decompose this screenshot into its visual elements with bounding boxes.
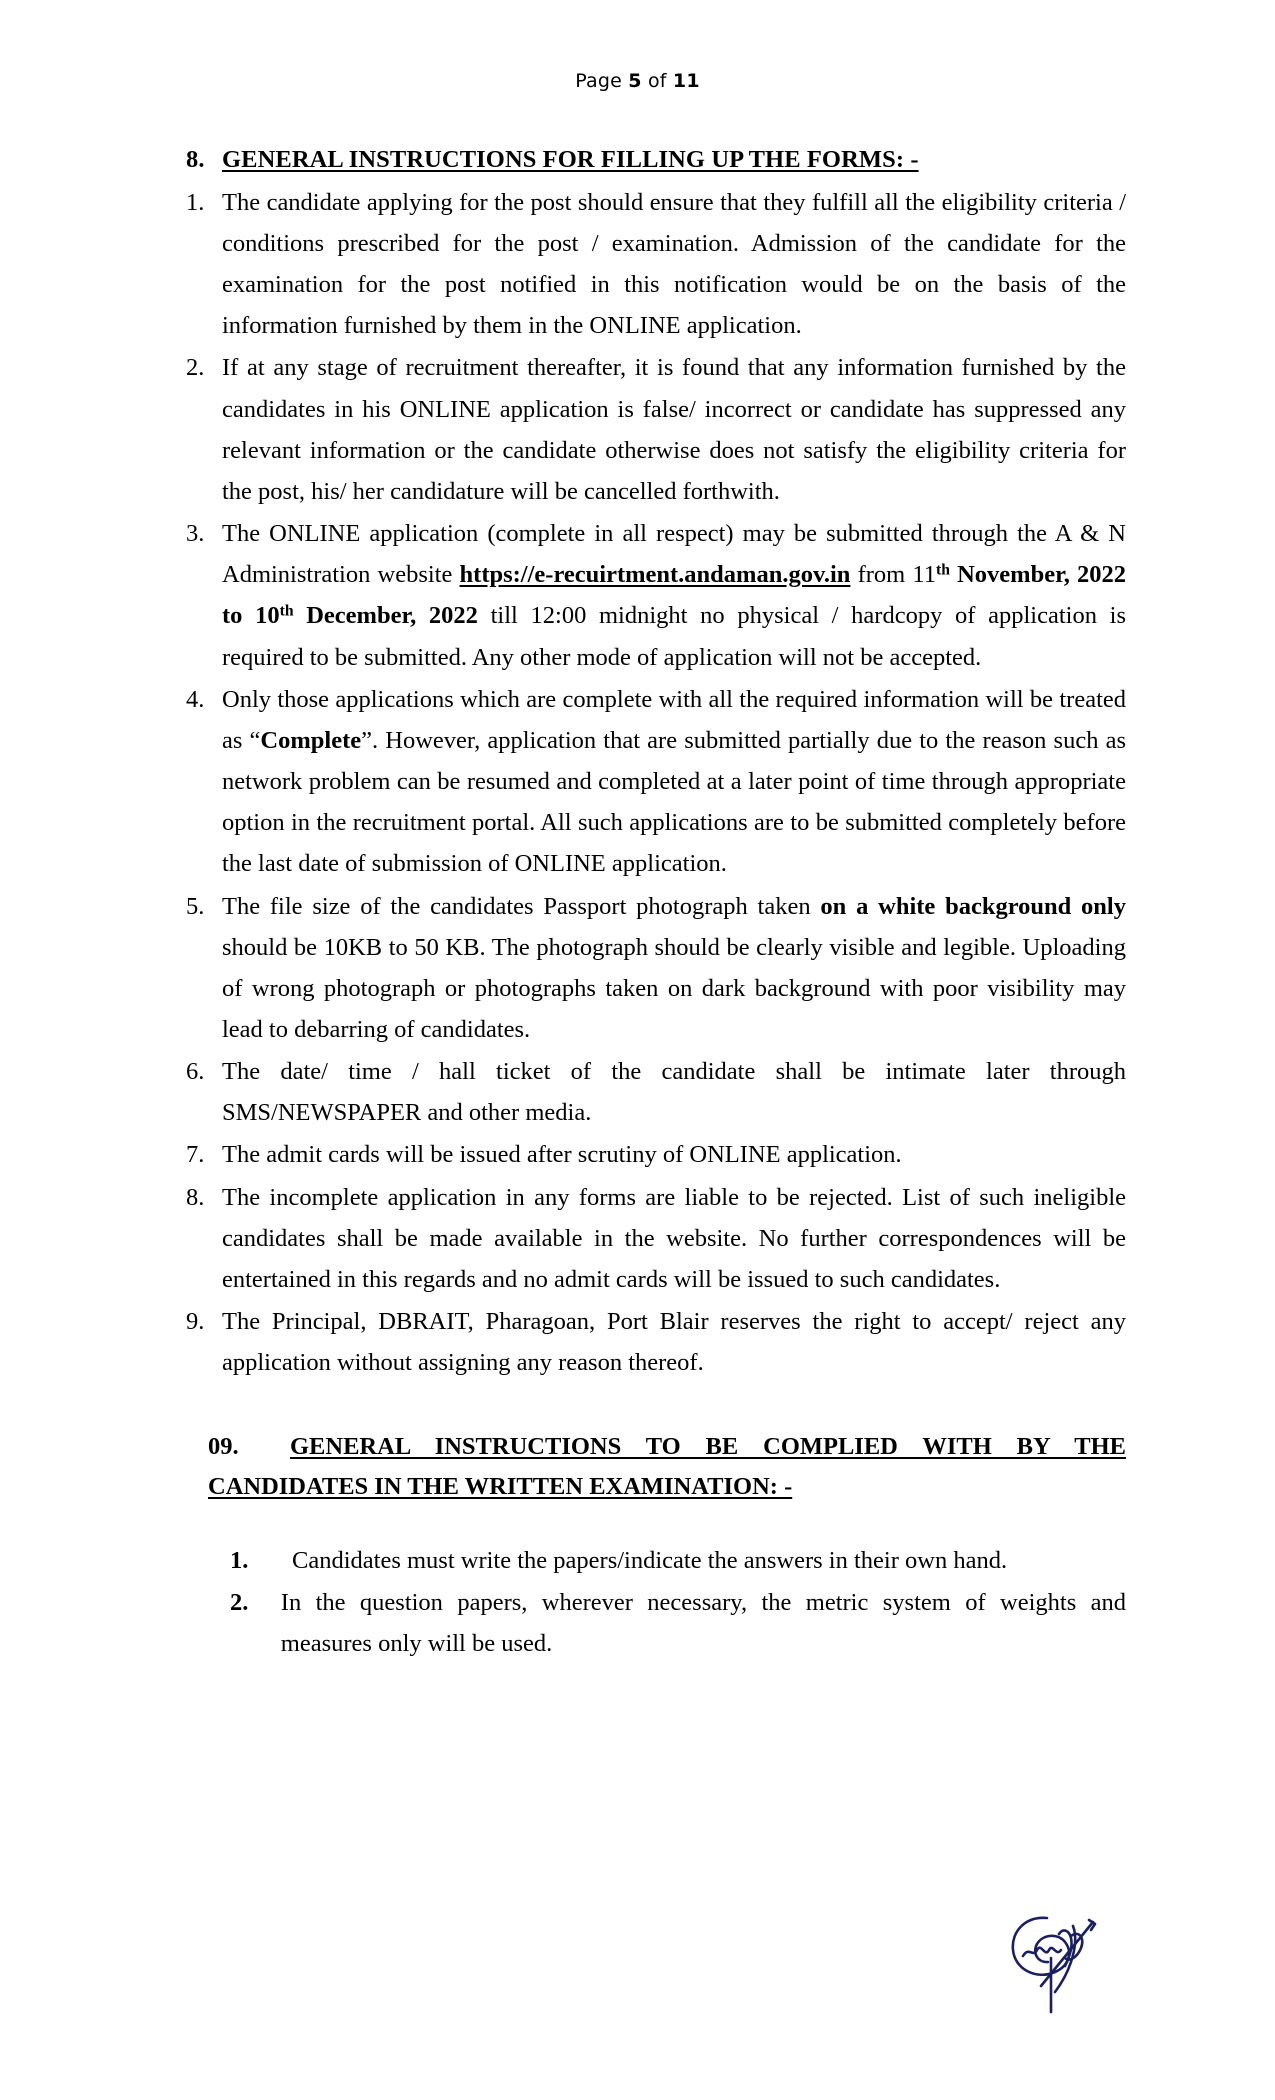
sub-item-number: 1.: [230, 1546, 249, 1574]
list-item-text: The candidate applying for the post should ensure that they fulfill all the eligibility criteria / conditions prescribed for the post / examination. Admission of the candidate for the examination for the post notified in this notification would be on the basis of the information furnished by them in the ONLINE application.: [222, 188, 1126, 340]
ordinal-suffix-th: th: [279, 602, 294, 620]
list-item: [186, 1134, 1126, 1175]
list-item-number: 7.: [186, 1141, 205, 1169]
list-item-number: 3.: [186, 520, 205, 548]
list-item-number: 9.: [186, 1308, 205, 1336]
item4-segment-1: Only those applications which are complete with all the required information will be treated as “: [222, 685, 1126, 754]
list-item-number: 1.: [186, 188, 205, 216]
list-item-text: [222, 679, 1126, 885]
application-start-date: November, 2022 to 10: [222, 561, 1126, 630]
list-item-text: If at any stage of recruitment thereafter, it is found that any information furnished by the candidates in his ONLINE application is false/ incorrect or candidate has suppressed any relevant information or the candidate otherwise does not satisfy the eligibility criteria for the post, his/ her candidature will be cancelled forthwith.: [222, 354, 1126, 505]
list-item-text: [222, 513, 1126, 678]
item5-segment-2: should be 10KB to 50 KB. The photograph should be clearly visible and legible. Uploading of wrong photograph or photographs taken on dark background with poor visibility may lead to debarring of candidates.: [222, 933, 1126, 1043]
signature-icon: [985, 1900, 1145, 2050]
list-item: [186, 1177, 1126, 1300]
item5-segment-1: The file size of the candidates Passport photograph taken: [222, 892, 821, 920]
list-item: [186, 347, 1126, 512]
sub-item-row: [230, 1583, 1126, 1664]
list-item-number: 5.: [186, 892, 205, 920]
recruitment-portal-link[interactable]: https://e-recuirtment.andaman.gov.in: [459, 561, 851, 589]
list-item-number: 4.: [186, 685, 205, 713]
section-8-heading: [186, 144, 1126, 176]
page-header: [0, 70, 1275, 92]
section-9-title-line-1: GENERAL INSTRUCTIONS TO BE COMPLIED WITH BY THE: [290, 1433, 1126, 1461]
page-header-prefix: Page: [575, 70, 629, 92]
item4-segment-2: ”. However, application that are submitted partially due to the reason such as network problem can be resumed and completed at a later point of time through appropriate option in the recruitment portal. All such applications are to be submitted completely before the last date of submission of ONLINE application.: [222, 726, 1126, 878]
sub-item-row: [230, 1541, 1126, 1582]
sub-item-text: Candidates must write the papers/indicate the answers in their own hand.: [292, 1546, 1008, 1574]
application-end-date: December, 2022: [293, 602, 478, 630]
item3-segment-2: from 11: [850, 561, 936, 589]
document-content: [186, 144, 1126, 1667]
ordinal-suffix-th: th: [935, 561, 950, 579]
sub-item-text: In the question papers, wherever necessary, the metric system of weights and measures only will be used.: [280, 1589, 1126, 1658]
list-item-number: 8.: [186, 1183, 205, 1211]
list-item: [186, 513, 1126, 678]
page-number-total: 11: [672, 70, 700, 92]
section-8-title: GENERAL INSTRUCTIONS FOR FILLING UP THE FORMS: -: [222, 146, 919, 173]
section-9-heading-line-2-wrap: [208, 1467, 1126, 1507]
list-item-text: The date/ time / hall ticket of the candidate shall be intimate later through SMS/NEWSPAPER and other media.: [222, 1058, 1126, 1127]
section-9-heading-line-1: [208, 1427, 1126, 1467]
section-9-number: 09.: [208, 1433, 239, 1461]
list-item: [186, 886, 1126, 1051]
list-item-text: The admit cards will be issued after scrutiny of ONLINE application.: [222, 1141, 902, 1169]
list-item-text: The incomplete application in any forms are liable to be rejected. List of such ineligible candidates shall be made available in the website. No further correspondences will be entertained in this regards and no admit cards will be issued to such candidates.: [222, 1183, 1126, 1293]
list-item-number: 6.: [186, 1058, 205, 1086]
list-item: [186, 679, 1126, 885]
section-9-title-line-2: CANDIDATES IN THE WRITTEN EXAMINATION: -: [208, 1473, 793, 1501]
list-item: [230, 1583, 1126, 1664]
photo-background-requirement: on a white background only: [820, 892, 1126, 920]
list-item-number: 2.: [186, 354, 205, 382]
list-item: [186, 182, 1126, 347]
list-item-text: [222, 886, 1126, 1051]
section-9-list: [186, 1541, 1126, 1665]
list-item: [230, 1541, 1126, 1582]
item3-segment-1: The ONLINE application (complete in all respect) may be submitted through the A & N Administration website: [222, 520, 1126, 589]
section-8-list: [186, 182, 1126, 1384]
section-8-number: 8.: [186, 146, 205, 173]
item3-segment-3: till 12:00 midnight no physical / hardcopy of application is required to be submitted. Any other mode of application will not be accepted.: [222, 602, 1126, 671]
page-number-current: 5: [628, 70, 642, 92]
page-header-middle: of: [641, 70, 673, 92]
section-9-heading: [186, 1427, 1126, 1506]
list-item: [186, 1301, 1126, 1383]
list-item: [186, 1051, 1126, 1133]
complete-keyword: Complete: [260, 726, 362, 754]
sub-item-number: 2.: [230, 1589, 249, 1617]
list-item-text: The Principal, DBRAIT, Pharagoan, Port Blair reserves the right to accept/ reject any application without assigning any reason thereof.: [222, 1308, 1126, 1377]
